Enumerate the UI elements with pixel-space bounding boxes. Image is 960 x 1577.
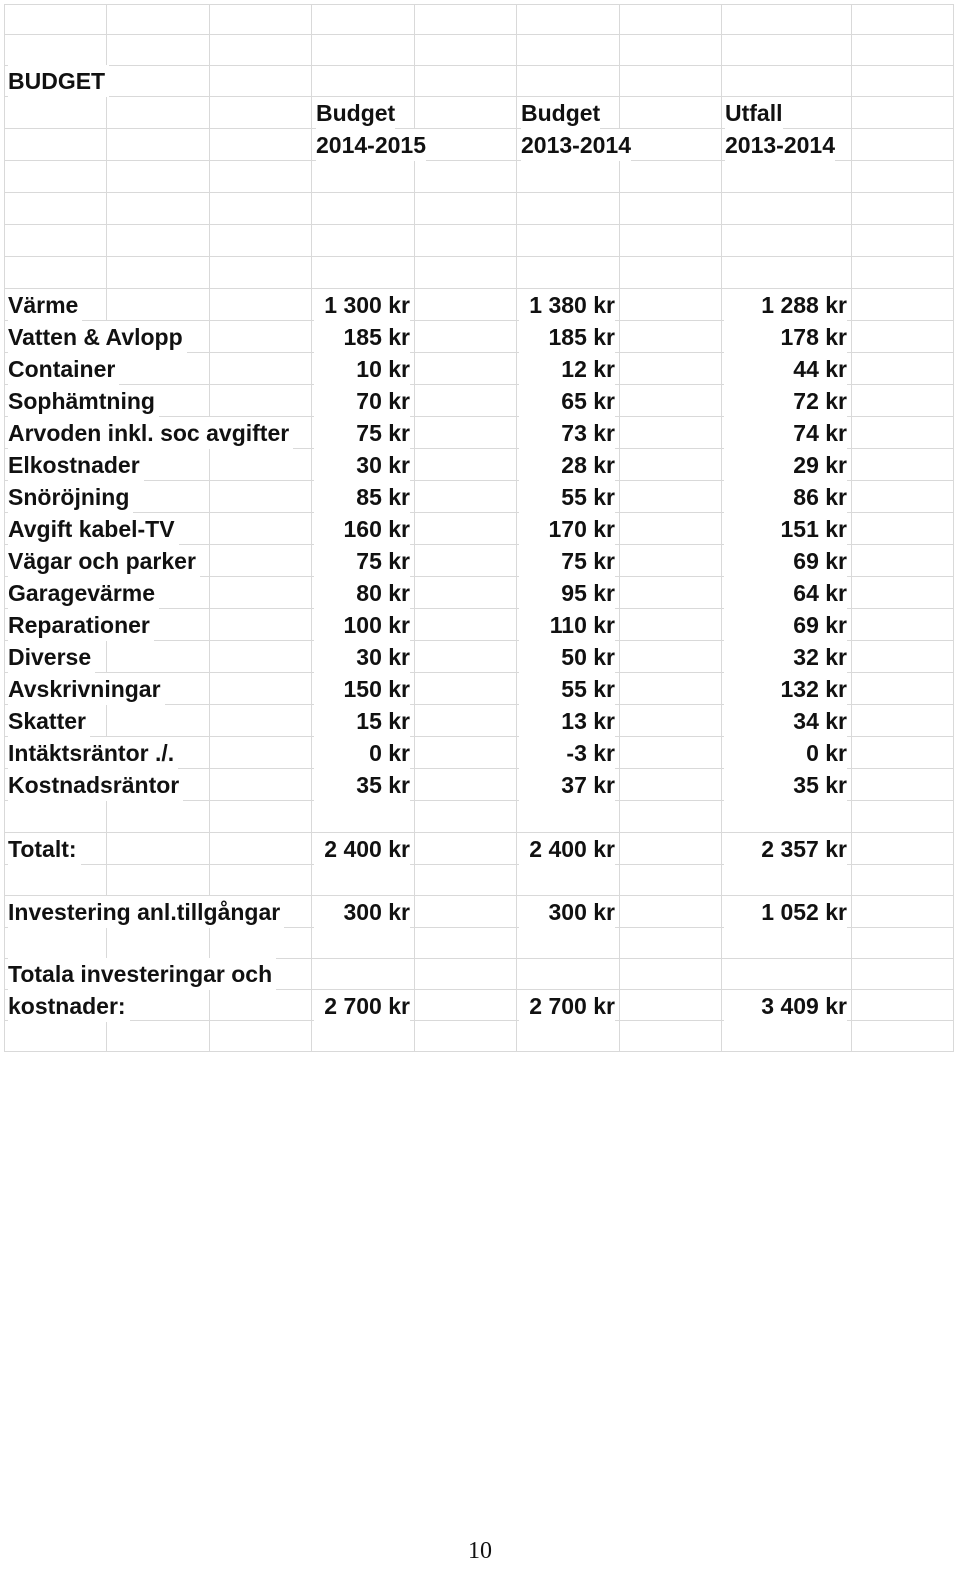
row-label-arvoden: Arvoden inkl. soc avgifter	[8, 417, 293, 449]
row-value-budget-2014: 35 kr	[314, 769, 410, 801]
page-number: 10	[468, 1538, 492, 1564]
row-value-budget-2014: 80 kr	[314, 577, 410, 609]
row-value-budget-2014: 185 kr	[314, 321, 410, 353]
row-value-budget-2014: 1 300 kr	[314, 289, 410, 321]
row-value-utfall-2013: 1 288 kr	[724, 289, 847, 321]
row-label-skatter: Skatter	[8, 705, 90, 737]
row-value-budget-2013: 75 kr	[519, 545, 615, 577]
total-budget-2013: 2 400 kr	[519, 833, 615, 865]
row-value-budget-2013: 12 kr	[519, 353, 615, 385]
col-header-budget-2013-2014-line1: Budget	[521, 97, 600, 129]
investment-budget-2013: 300 kr	[519, 896, 615, 928]
row-value-utfall-2013: 34 kr	[724, 705, 847, 737]
investment-label: Investering anl.tillgångar	[8, 896, 284, 928]
row-label-diverse: Diverse	[8, 641, 95, 673]
row-value-utfall-2013: 132 kr	[724, 673, 847, 705]
grand-total-label-line2: kostnader:	[8, 990, 130, 1022]
budget-title: BUDGET	[8, 65, 109, 97]
grand-total-label-line1: Totala investeringar och	[8, 958, 276, 990]
col-header-budget-2013-2014-line2: 2013-2014	[521, 129, 631, 161]
row-value-utfall-2013: 151 kr	[724, 513, 847, 545]
row-value-utfall-2013: 74 kr	[724, 417, 847, 449]
row-value-budget-2013: 37 kr	[519, 769, 615, 801]
row-value-budget-2014: 150 kr	[314, 673, 410, 705]
col-header-budget-2014-2015-line1: Budget	[316, 97, 395, 129]
row-label-varme: Värme	[8, 289, 82, 321]
row-label-reparationer: Reparationer	[8, 609, 154, 641]
row-value-budget-2013: 110 kr	[519, 609, 615, 641]
row-value-budget-2014: 75 kr	[314, 545, 410, 577]
spreadsheet	[4, 4, 954, 1052]
total-utfall-2013: 2 357 kr	[724, 833, 847, 865]
row-value-budget-2013: 55 kr	[519, 673, 615, 705]
row-value-budget-2013: 28 kr	[519, 449, 615, 481]
row-value-utfall-2013: 29 kr	[724, 449, 847, 481]
row-label-container: Container	[8, 353, 119, 385]
row-value-budget-2014: 15 kr	[314, 705, 410, 737]
row-value-budget-2014: 75 kr	[314, 417, 410, 449]
row-value-budget-2013: 13 kr	[519, 705, 615, 737]
row-value-budget-2013: 65 kr	[519, 385, 615, 417]
row-value-utfall-2013: 178 kr	[724, 321, 847, 353]
col-header-utfall-2013-2014-line2: 2013-2014	[725, 129, 835, 161]
row-value-utfall-2013: 32 kr	[724, 641, 847, 673]
row-value-utfall-2013: 0 kr	[724, 737, 847, 769]
investment-budget-2014: 300 kr	[314, 896, 410, 928]
grand-total-budget-2014: 2 700 kr	[314, 990, 410, 1022]
row-value-budget-2013: 55 kr	[519, 481, 615, 513]
row-label-vatten-avlopp: Vatten & Avlopp	[8, 321, 187, 353]
row-value-budget-2014: 0 kr	[314, 737, 410, 769]
row-label-garagevarme: Garagevärme	[8, 577, 159, 609]
row-value-utfall-2013: 69 kr	[724, 609, 847, 641]
total-budget-2014: 2 400 kr	[314, 833, 410, 865]
row-value-budget-2013: 185 kr	[519, 321, 615, 353]
row-value-budget-2014: 30 kr	[314, 641, 410, 673]
row-value-budget-2013: 50 kr	[519, 641, 615, 673]
row-label-avskrivningar: Avskrivningar	[8, 673, 165, 705]
row-label-sophamtning: Sophämtning	[8, 385, 159, 417]
row-label-elkostnader: Elkostnader	[8, 449, 144, 481]
row-label-intaktsrantor: Intäktsräntor ./.	[8, 737, 178, 769]
row-label-snorojning: Snöröjning	[8, 481, 133, 513]
row-value-budget-2014: 70 kr	[314, 385, 410, 417]
row-value-budget-2014: 160 kr	[314, 513, 410, 545]
row-value-budget-2013: 170 kr	[519, 513, 615, 545]
col-header-utfall-2013-2014-line1: Utfall	[725, 97, 783, 129]
row-value-utfall-2013: 86 kr	[724, 481, 847, 513]
row-value-utfall-2013: 44 kr	[724, 353, 847, 385]
row-value-budget-2013: 95 kr	[519, 577, 615, 609]
row-value-budget-2013: 1 380 kr	[519, 289, 615, 321]
row-label-avgift-kabel-tv: Avgift kabel-TV	[8, 513, 179, 545]
row-value-budget-2014: 30 kr	[314, 449, 410, 481]
row-value-utfall-2013: 72 kr	[724, 385, 847, 417]
row-value-utfall-2013: 35 kr	[724, 769, 847, 801]
row-value-budget-2013: 73 kr	[519, 417, 615, 449]
investment-utfall-2013: 1 052 kr	[724, 896, 847, 928]
grand-total-utfall-2013: 3 409 kr	[724, 990, 847, 1022]
row-value-budget-2014: 100 kr	[314, 609, 410, 641]
row-value-utfall-2013: 69 kr	[724, 545, 847, 577]
row-value-utfall-2013: 64 kr	[724, 577, 847, 609]
col-header-budget-2014-2015-line2: 2014-2015	[316, 129, 426, 161]
row-value-budget-2014: 85 kr	[314, 481, 410, 513]
row-value-budget-2013: -3 kr	[519, 737, 615, 769]
grand-total-budget-2013: 2 700 kr	[519, 990, 615, 1022]
row-label-vagar-och-parker: Vägar och parker	[8, 545, 200, 577]
total-label: Totalt:	[8, 833, 81, 865]
row-label-kostnadsrantor: Kostnadsräntor	[8, 769, 183, 801]
row-value-budget-2014: 10 kr	[314, 353, 410, 385]
